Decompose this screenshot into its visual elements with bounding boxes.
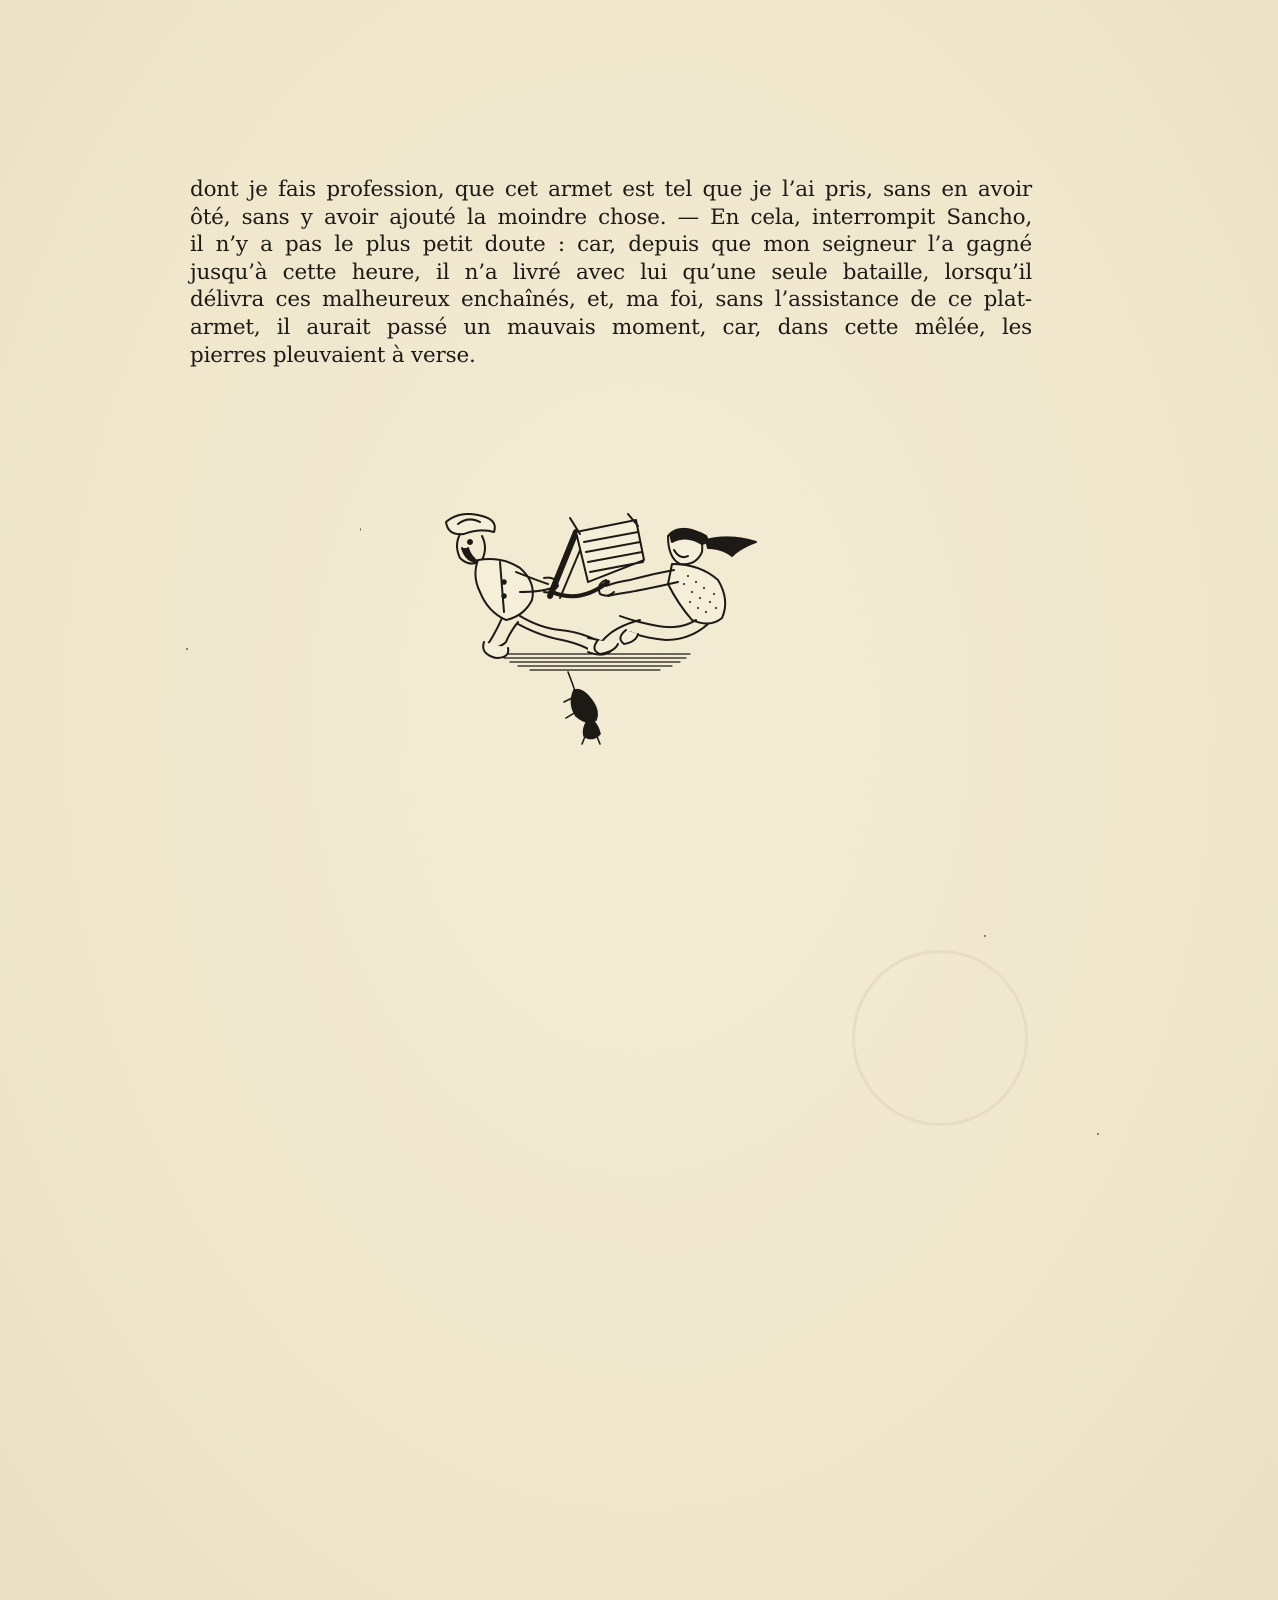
paragraph-line-3: il n’y a pas le plus petit doute : car, depuis que mon seigneur l’a gagné — [190, 232, 1032, 258]
paper-stain — [852, 950, 1028, 1126]
paragraph-line-4: jusqu’à cette heure, il n’a livré avec lui qu’une seule bataille, lorsqu’il — [190, 259, 1032, 285]
paper-speck — [186, 648, 188, 650]
paragraph — [190, 176, 1032, 369]
paper-speck — [984, 935, 986, 937]
paragraph-line-6: armet, il aurait passé un mauvais moment, car, dans cette mêlée, les — [190, 314, 1032, 340]
paragraph-line-5: délivra ces malheureux enchaînés, et, ma foi, sans l’assistance de ce plat- — [190, 287, 1032, 313]
paragraph-line-1: dont je fais profession, que cet armet est tel que je l’ai pris, sans en avoir — [190, 177, 1032, 202]
paper-speck — [1097, 1133, 1099, 1135]
paper-speck — [360, 528, 361, 531]
paragraph-line-2: ôté, sans y avoir ajouté la moindre chose. — En cela, interrompit Sancho, — [190, 204, 1032, 230]
vignette-two-men-fighting-over-chair-icon — [440, 512, 780, 772]
paragraph-line-7: pierres pleuvaient à verse. — [190, 342, 476, 368]
